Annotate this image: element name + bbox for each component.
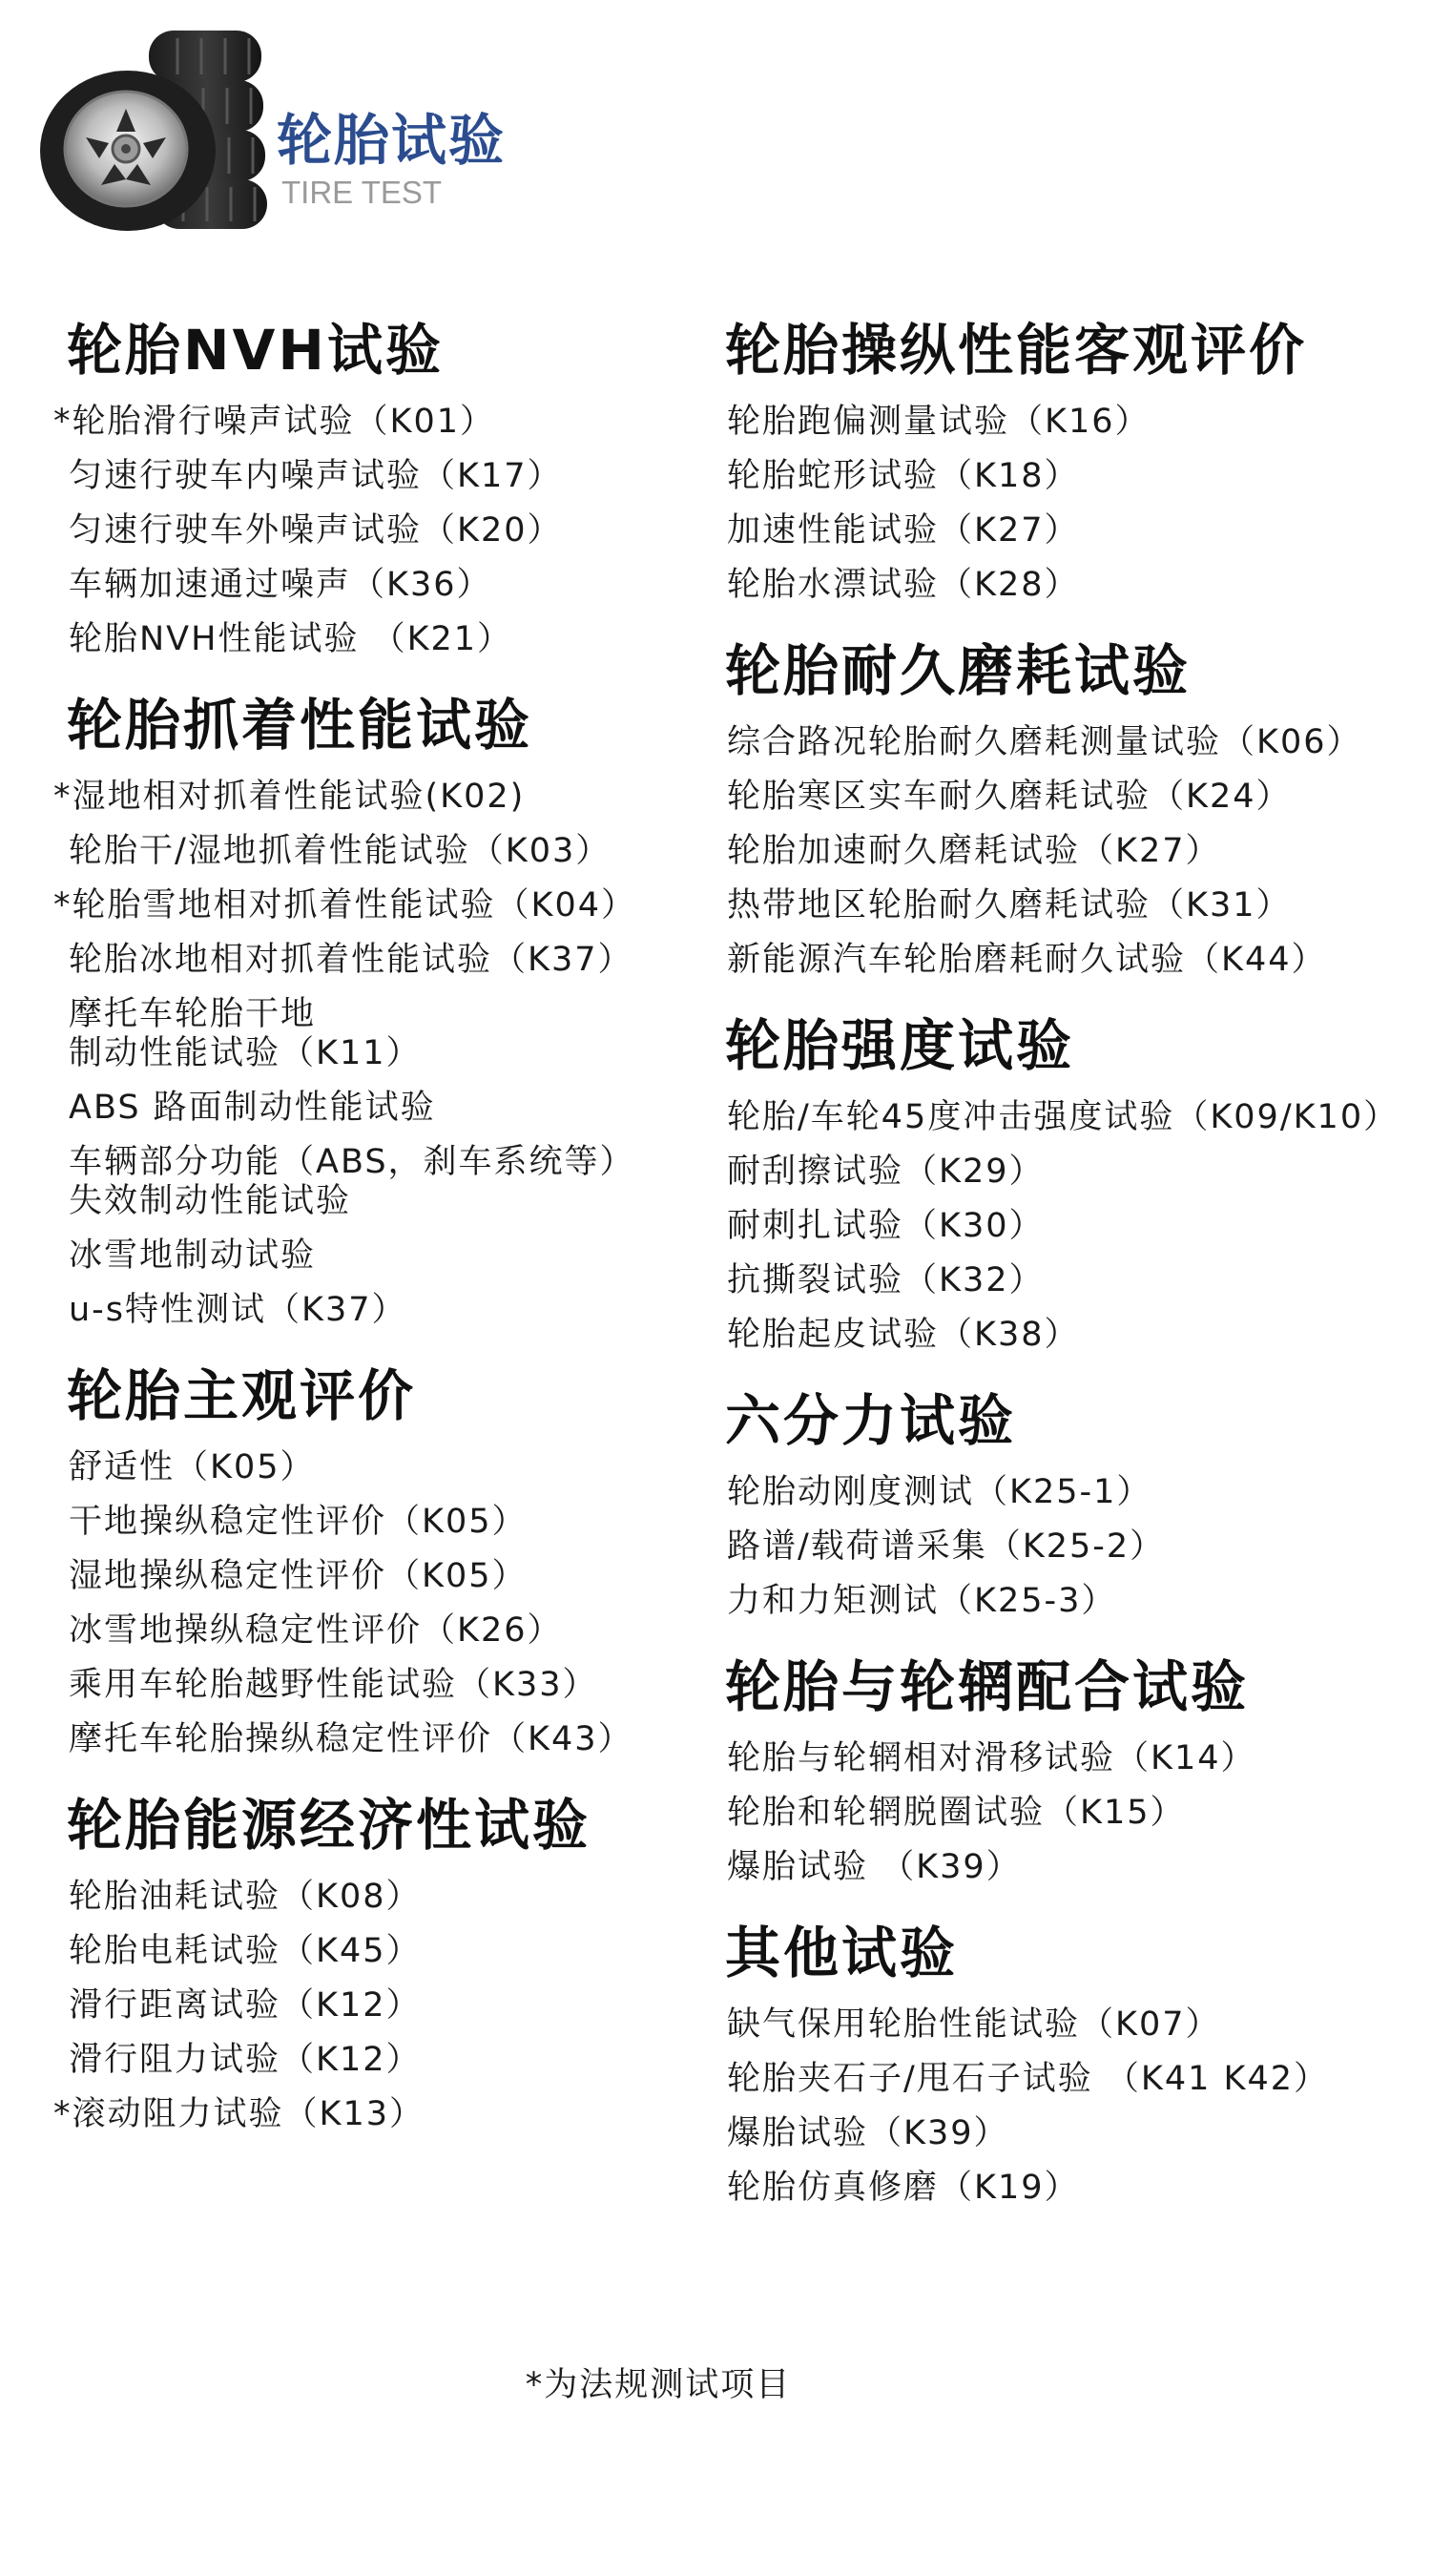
test-item: 轮胎油耗试验（K08）: [69, 1878, 422, 1916]
test-item: 耐刺扎试验（K30）: [727, 1207, 1045, 1245]
section-title: 轮胎耐久磨耗试验: [725, 638, 1192, 703]
test-category-section: [706, 1001, 1421, 1355]
test-item: 轮胎NVH性能试验 （K21）: [69, 620, 513, 658]
test-item: 加速性能试验（K27）: [727, 511, 1080, 550]
section-title: 轮胎能源经济性试验: [67, 1793, 591, 1858]
test-item: 轮胎仿真修磨（K19）: [727, 2169, 1080, 2207]
test-item: 综合路况轮胎耐久磨耗测量试验（K06）: [727, 723, 1362, 761]
test-item: 路谱/载荷谱采集（K25-2）: [727, 1527, 1166, 1566]
test-category-section: [48, 1780, 658, 2134]
test-item: 爆胎试验 （K39）: [727, 1848, 1022, 1886]
test-item: 热带地区轮胎耐久磨耗试验（K31）: [727, 886, 1292, 924]
test-item: 轮胎加速耐久磨耗试验（K27）: [727, 832, 1221, 870]
test-item: 爆胎试验（K39）: [727, 2114, 1009, 2152]
tire-stack-icon: [34, 25, 273, 235]
test-item: 轮胎寒区实车耐久磨耗试验（K24）: [727, 778, 1292, 816]
test-item: 轮胎蛇形试验（K18）: [727, 457, 1080, 495]
test-item: 缺气保用轮胎性能试验（K07）: [727, 2005, 1221, 2044]
section-title: 轮胎NVH试验: [67, 318, 444, 383]
test-category-section: [706, 1908, 1421, 2208]
test-item: 摩托车轮胎操纵稳定性评价（K43）: [69, 1720, 633, 1758]
right-column: [706, 305, 1421, 2229]
section-title: 轮胎抓着性能试验: [67, 693, 533, 758]
test-category-section: [706, 1376, 1421, 1621]
test-item: *轮胎雪地相对抓着性能试验（K04）: [53, 886, 636, 924]
test-category-section: [706, 1642, 1421, 1887]
test-item: 抗撕裂试验（K32）: [727, 1261, 1045, 1299]
test-item: 冰雪地操纵稳定性评价（K26）: [69, 1611, 563, 1650]
legal-footnote: *为法规测试项目: [525, 2366, 792, 2404]
test-item: 轮胎跑偏测量试验（K16）: [727, 403, 1151, 441]
test-item: *轮胎滑行噪声试验（K01）: [53, 403, 495, 441]
test-category-section: [48, 680, 658, 1330]
test-item: 轮胎动刚度测试（K25-1）: [727, 1473, 1152, 1511]
test-item: 冰雪地制动试验: [69, 1236, 317, 1275]
test-item: *湿地相对抓着性能试验(K02): [53, 778, 526, 816]
test-item: 匀速行驶车外噪声试验（K20）: [69, 511, 563, 550]
test-item: 新能源汽车轮胎磨耗耐久试验（K44）: [727, 941, 1327, 979]
test-item: ABS 路面制动性能试验: [69, 1089, 436, 1127]
test-item: 轮胎冰地相对抓着性能试验（K37）: [69, 941, 633, 979]
test-item: 轮胎与轮辋相对滑移试验（K14）: [727, 1739, 1256, 1777]
test-item: 力和力矩测试（K25-3）: [727, 1582, 1117, 1620]
test-category-section: [48, 1351, 658, 1759]
test-category-section: [706, 305, 1421, 605]
page-subtitle: TIRE TEST: [281, 175, 443, 210]
section-title: 其他试验: [725, 1921, 959, 1985]
test-item: 轮胎干/湿地抓着性能试验（K03）: [69, 832, 612, 870]
test-item: 车辆加速通过噪声（K36）: [69, 566, 492, 604]
test-item: 轮胎起皮试验（K38）: [727, 1316, 1080, 1354]
test-item: 轮胎夹石子/甩石子试验 （K41 K42）: [727, 2060, 1330, 2098]
page-title: 轮胎试验: [277, 108, 507, 173]
test-item: 轮胎/车轮45度冲击强度试验（K09/K10）: [727, 1098, 1400, 1136]
test-item: 匀速行驶车内噪声试验（K17）: [69, 457, 563, 495]
section-title: 轮胎主观评价: [67, 1363, 417, 1428]
page-header: [0, 0, 1431, 239]
test-item: 滑行距离试验（K12）: [69, 1986, 422, 2025]
test-item: 轮胎电耗试验（K45）: [69, 1932, 422, 1970]
test-item: 轮胎水漂试验（K28）: [727, 566, 1080, 604]
test-item: 舒适性（K05）: [69, 1448, 316, 1486]
section-title: 轮胎操纵性能客观评价: [725, 318, 1308, 383]
test-item: 干地操纵稳定性评价（K05）: [69, 1503, 528, 1541]
test-item: 车辆部分功能（ABS，刹车系统等） 失效制动性能试验: [69, 1143, 635, 1220]
test-item: 耐刮擦试验（K29）: [727, 1153, 1045, 1191]
test-item: u-s特性测试（K37）: [69, 1291, 407, 1329]
test-item: 乘用车轮胎越野性能试验（K33）: [69, 1666, 598, 1704]
section-title: 轮胎与轮辋配合试验: [725, 1654, 1250, 1719]
test-item: 摩托车轮胎干地 制动性能试验（K11）: [69, 995, 422, 1072]
test-item: *滚动阻力试验（K13）: [53, 2095, 425, 2133]
test-item: 湿地操纵稳定性评价（K05）: [69, 1557, 528, 1595]
section-title: 六分力试验: [725, 1388, 1017, 1453]
test-category-section: [48, 305, 658, 659]
test-item: 滑行阻力试验（K12）: [69, 2041, 422, 2079]
section-title: 轮胎强度试验: [725, 1013, 1075, 1078]
test-category-section: [706, 626, 1421, 980]
left-column: [48, 305, 658, 2155]
test-item: 轮胎和轮辋脱圈试验（K15）: [727, 1794, 1186, 1832]
